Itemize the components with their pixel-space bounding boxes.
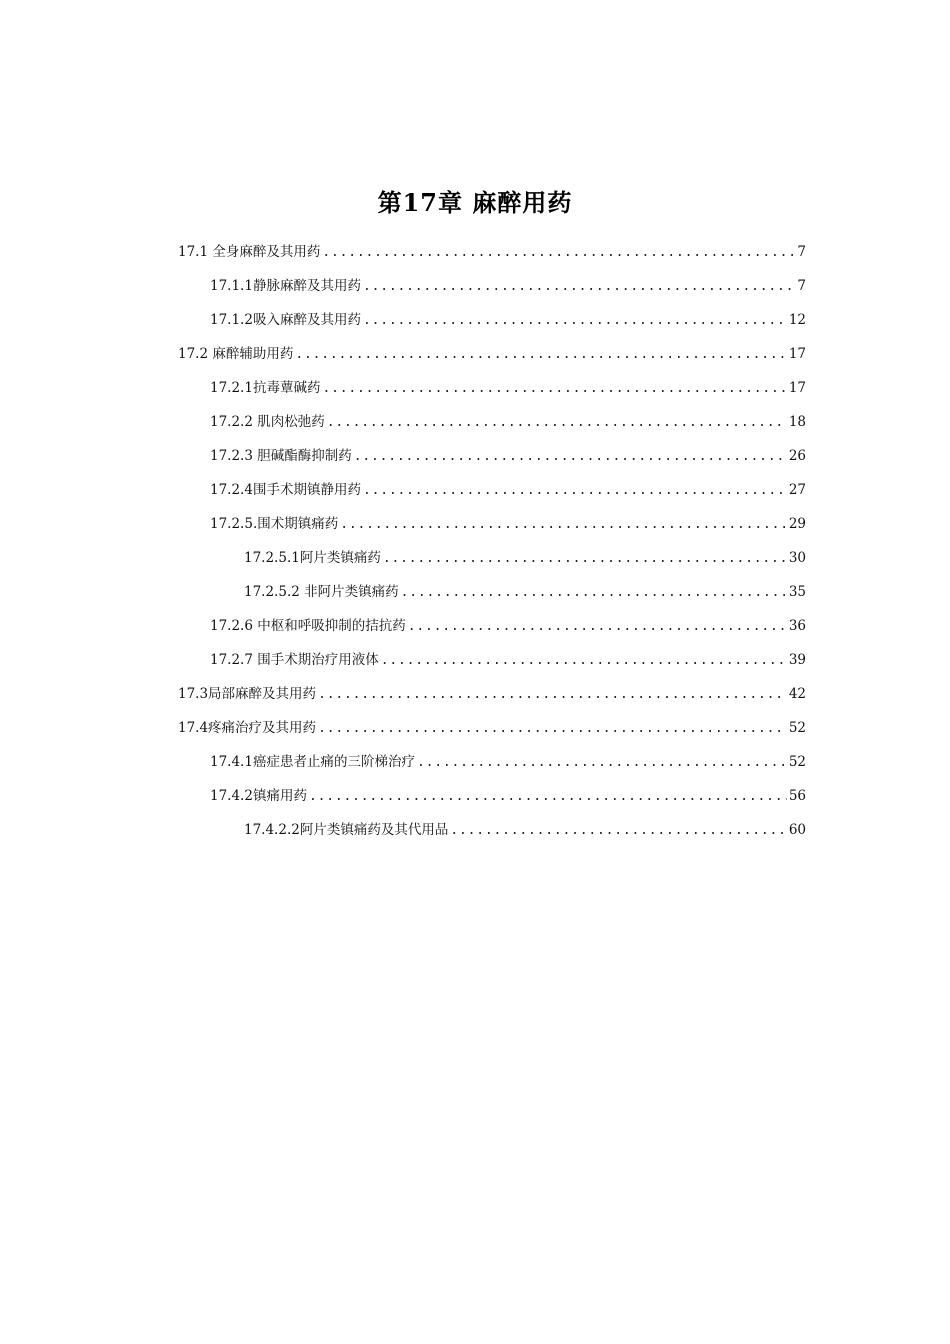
toc-page-number: 7 <box>797 244 806 260</box>
toc-page-number: 52 <box>788 754 806 770</box>
toc-entry-title: 17.1.2吸入麻醉及其用药 <box>210 312 361 328</box>
toc-page-number: 7 <box>797 278 806 294</box>
toc-dot-leader <box>340 513 787 537</box>
toc-dot-leader <box>309 785 787 809</box>
toc-entry-title: 17.2.4围手术期镇静用药 <box>210 482 361 498</box>
toc-entry[interactable] <box>178 682 806 706</box>
toc-dot-leader <box>318 683 787 707</box>
toc-entry[interactable] <box>210 614 806 638</box>
toc-entry[interactable] <box>244 818 806 842</box>
toc-entry-title: 17.2 麻醉辅助用药 <box>178 346 294 362</box>
toc-entry-title: 17.2.5.2 非阿片类镇痛药 <box>244 584 399 600</box>
toc-dot-leader <box>363 309 787 333</box>
toc-entry-title: 17.2.7 围手术期治疗用液体 <box>210 652 379 668</box>
toc-page-number: 60 <box>788 822 806 838</box>
toc-entry-title: 17.2.5.1阿片类镇痛药 <box>244 550 381 566</box>
toc-entry-title: 17.1 全身麻醉及其用药 <box>178 244 321 260</box>
toc-entry-title: 17.2.3 胆碱酯酶抑制药 <box>210 448 352 464</box>
toc-entry[interactable] <box>210 376 806 400</box>
toc-page-number: 30 <box>788 550 806 566</box>
toc-page-number: 42 <box>788 686 806 702</box>
toc-page-number: 26 <box>788 448 806 464</box>
toc-entry[interactable] <box>210 308 806 332</box>
toc-dot-leader <box>354 445 787 469</box>
toc-page-number: 36 <box>788 618 806 634</box>
toc-entry-title: 17.2.1抗毒蕈碱药 <box>210 380 321 396</box>
toc-page-number: 12 <box>788 312 806 328</box>
toc-entry[interactable] <box>244 580 806 604</box>
toc-entry-title: 17.2.5.围术期镇痛药 <box>210 516 339 532</box>
toc-dot-leader <box>417 751 787 775</box>
toc-dot-leader <box>381 649 787 673</box>
toc-entry[interactable] <box>178 240 806 264</box>
toc-entry[interactable] <box>210 512 806 536</box>
toc-page-number: 17 <box>788 380 806 396</box>
toc-dot-leader <box>450 819 786 843</box>
toc-entry[interactable] <box>210 444 806 468</box>
toc-entry[interactable] <box>178 716 806 740</box>
toc-entry[interactable] <box>210 784 806 808</box>
toc-entry[interactable] <box>244 546 806 570</box>
toc-dot-leader <box>408 615 787 639</box>
toc-entry-title: 17.2.6 中枢和呼吸抑制的拮抗药 <box>210 618 406 634</box>
toc-dot-leader <box>363 275 795 299</box>
toc-entry[interactable] <box>210 750 806 774</box>
toc-page-number: 35 <box>788 584 806 600</box>
toc-entry[interactable] <box>210 274 806 298</box>
toc-page-number: 52 <box>788 720 806 736</box>
toc-page-number: 27 <box>788 482 806 498</box>
toc-dot-leader <box>401 581 787 605</box>
toc-entry[interactable] <box>210 410 806 434</box>
toc-page-number: 56 <box>788 788 806 804</box>
toc-dot-leader <box>383 547 787 571</box>
toc-dot-leader <box>322 241 795 265</box>
toc-page-number: 18 <box>788 414 806 430</box>
toc-dot-leader <box>295 343 786 367</box>
toc-page-number: 29 <box>788 516 806 532</box>
toc-entry-title: 17.4.2镇痛用药 <box>210 788 307 804</box>
toc-dot-leader <box>327 411 787 435</box>
toc-entry[interactable] <box>210 648 806 672</box>
toc-page-number: 17 <box>788 346 806 362</box>
chapter-title: 第17章 麻醉用药 <box>377 188 573 217</box>
toc-entry-title: 17.4.1癌症患者止痛的三阶梯治疗 <box>210 754 415 770</box>
toc-dot-leader <box>363 479 787 503</box>
toc-entry-title: 17.2.2 肌肉松弛药 <box>210 414 325 430</box>
toc-entry-title: 17.1.1静脉麻醉及其用药 <box>210 278 361 294</box>
toc-entry-title: 17.4疼痛治疗及其用药 <box>178 720 317 736</box>
toc-entry-title: 17.3局部麻醉及其用药 <box>178 686 317 702</box>
toc-entry[interactable] <box>178 342 806 366</box>
toc-entry-title: 17.4.2.2阿片类镇痛药及其代用品 <box>244 822 449 838</box>
toc-dot-leader <box>322 377 786 401</box>
toc-page-number: 39 <box>788 652 806 668</box>
toc-dot-leader <box>318 717 787 741</box>
toc-entry[interactable] <box>210 478 806 502</box>
